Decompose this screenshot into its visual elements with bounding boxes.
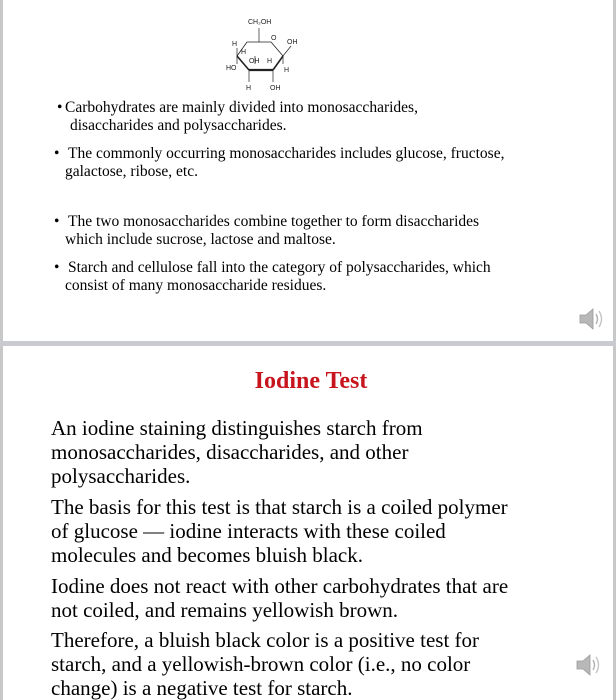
bullet-line: The commonly occurring monosaccharides includes glucose, fructose, [68, 145, 505, 162]
slide-carbohydrates [0, 0, 616, 341]
slide-title: Iodine Test [254, 368, 368, 394]
label-ho-left: HO [226, 65, 237, 72]
bullet-line: galactose, ribose, etc. [65, 163, 198, 180]
paragraph-1 [51, 416, 571, 488]
paragraph-line: of glucose — iodine interacts with these coiled [51, 519, 446, 543]
label-oh-right: OH [287, 39, 298, 46]
paragraph-3 [51, 574, 571, 622]
bullet-line: The two monosaccharides combine together to form disaccharides [68, 213, 480, 230]
bullet-item-3 [54, 213, 594, 249]
paragraph-line: An iodine staining distinguishes starch from [51, 416, 423, 440]
label-h-center: H [267, 58, 273, 65]
bullet-item-4 [54, 259, 594, 295]
label-h-left-top: H [232, 41, 238, 48]
slide-iodine-test [0, 346, 616, 700]
paragraph-line: monosaccharides, disaccharides, and other [51, 440, 409, 464]
paragraph-line: starch, and a yellowish-brown color (i.e., no color [51, 652, 471, 676]
speaker-icon[interactable] [574, 650, 604, 680]
bullet-item-2 [54, 145, 594, 181]
label-h-right: H [284, 67, 290, 74]
bullet-marker: • [54, 259, 60, 276]
bullet-line: disaccharides and polysaccharides. [70, 117, 287, 134]
paragraph-line: molecules and becomes bluish black. [51, 543, 363, 567]
paragraph-line: Iodine does not react with other carbohydrates that are [51, 574, 509, 598]
bullet-item-1 [57, 99, 577, 135]
paragraph-line: not coiled, and remains yellowish brown. [51, 598, 399, 622]
label-ch2oh: CH₂OH [248, 19, 272, 26]
label-oh-center: OH [249, 58, 260, 65]
paragraph-line: Therefore, a bluish black color is a positive test for [51, 628, 480, 652]
label-h-bottom: H [246, 85, 252, 92]
paragraph-4 [51, 628, 571, 700]
glucose-structure-diagram [215, 8, 315, 98]
speaker-icon[interactable] [577, 304, 607, 334]
bullet-marker: • [54, 145, 60, 162]
paragraph-2 [51, 495, 571, 567]
bullet-marker: • [57, 99, 63, 116]
bullet-line: consist of many monosaccharide residues. [65, 277, 327, 294]
label-o-ring: O [271, 35, 277, 42]
paragraph-line: polysaccharides. [51, 464, 191, 488]
label-oh-bottom: OH [270, 85, 281, 92]
bullet-line: which include sucrose, lactose and maltose. [65, 231, 336, 248]
paragraph-line: change) is a negative test for starch. [51, 676, 353, 700]
bullet-marker: • [54, 213, 60, 230]
paragraph-line: The basis for this test is that starch is a coiled polymer [51, 495, 508, 519]
label-h-left-mid: H [241, 49, 247, 56]
bullet-line: Carbohydrates are mainly divided into monosaccharides, [65, 99, 418, 116]
bullet-line: Starch and cellulose fall into the category of polysaccharides, which [68, 259, 491, 276]
